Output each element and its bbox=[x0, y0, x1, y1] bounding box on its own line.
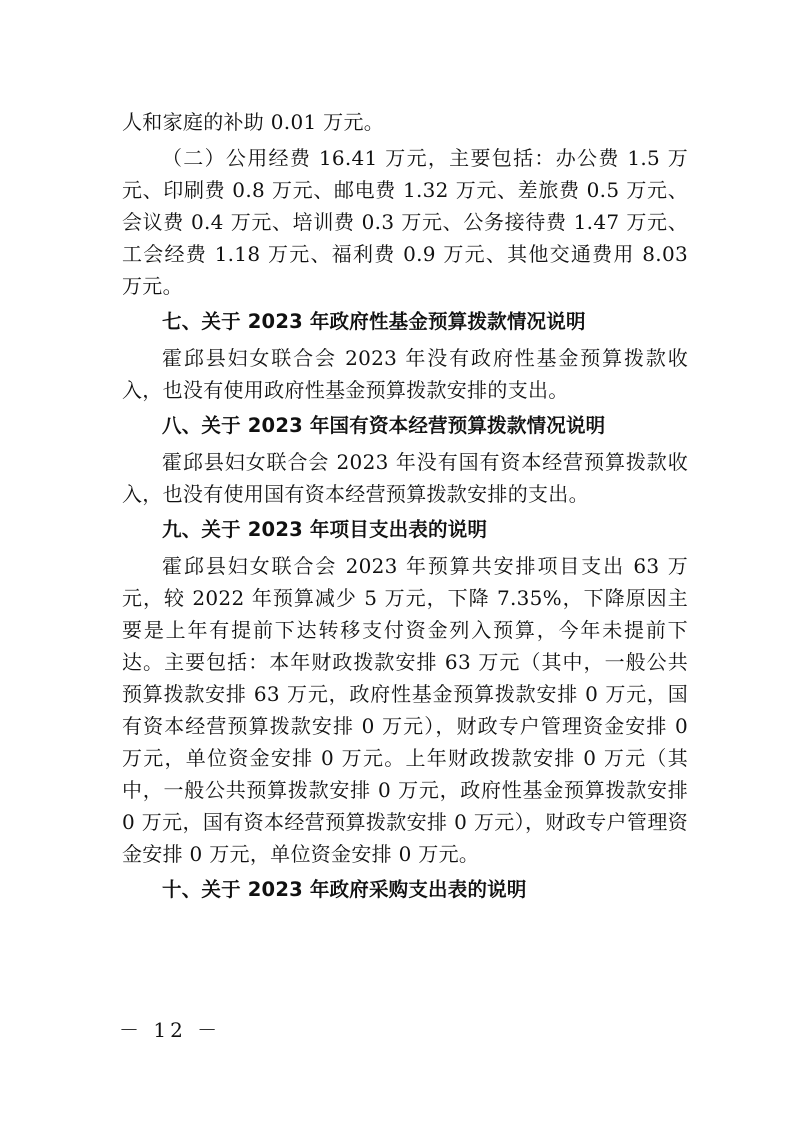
section-heading-9: 九、关于 2023 年项目支出表的说明 bbox=[162, 518, 488, 541]
paragraph-continuation: 人和家庭的补助 0.01 万元。 bbox=[122, 110, 385, 134]
paragraph-state-capital: 霍邱县妇女联合会 2023 年没有国有资本经营预算拨款收入，也没有使用国有资本经营预算拨款安排的支出。 bbox=[122, 450, 688, 506]
paragraph-public-expenses: （二）公用经费 16.41 万元，主要包括：办公费 1.5 万元、印刷费 0.8 万元、邮电费 1.32 万元、差旅费 0.5 万元、会议费 0.4 万元、培训费 0.3 万元、公务接待费 1.47 万元、工会经费 1.18 万元、福利费 0.9 万元、其他交通费用 8.03 万元。 bbox=[122, 146, 688, 298]
section-heading-7: 七、关于 2023 年政府性基金预算拨款情况说明 bbox=[162, 310, 586, 333]
paragraph-government-fund: 霍邱县妇女联合会 2023 年没有政府性基金预算拨款收入，也没有使用政府性基金预算拨款安排的支出。 bbox=[122, 346, 688, 402]
paragraph-project-expenditure: 霍邱县妇女联合会 2023 年预算共安排项目支出 63 万元，较 2022 年预算减少 5 万元，下降 7.35%，下降原因主要是上年有提前下达转移支付资金列入预算，今年未提前下达。主要包括：本年财政拨款安排 63 万元（其中，一般公共预算拨款安排 63 万元，政府性基金预算拨款安排 0 万元，国有资本经营预算拨款安排 0 万元），财政专户管理资金安排 0 万元，单位资金安排 0 万元。上年财政拨款安排 0 万元（其中，一般公共预算拨款安排 0 万元，政府性基金预算拨款安排 0 万元，国有资本经营预算拨款安排 0 万元），财政专户管理资金安排 0 万元，单位资金安排 0 万元。 bbox=[122, 554, 688, 866]
page-number: － 12 － bbox=[119, 1018, 222, 1042]
document-body bbox=[122, 104, 688, 908]
section-heading-10: 十、关于 2023 年政府采购支出表的说明 bbox=[162, 878, 527, 901]
section-heading-8: 八、关于 2023 年国有资本经营预算拨款情况说明 bbox=[162, 414, 606, 437]
